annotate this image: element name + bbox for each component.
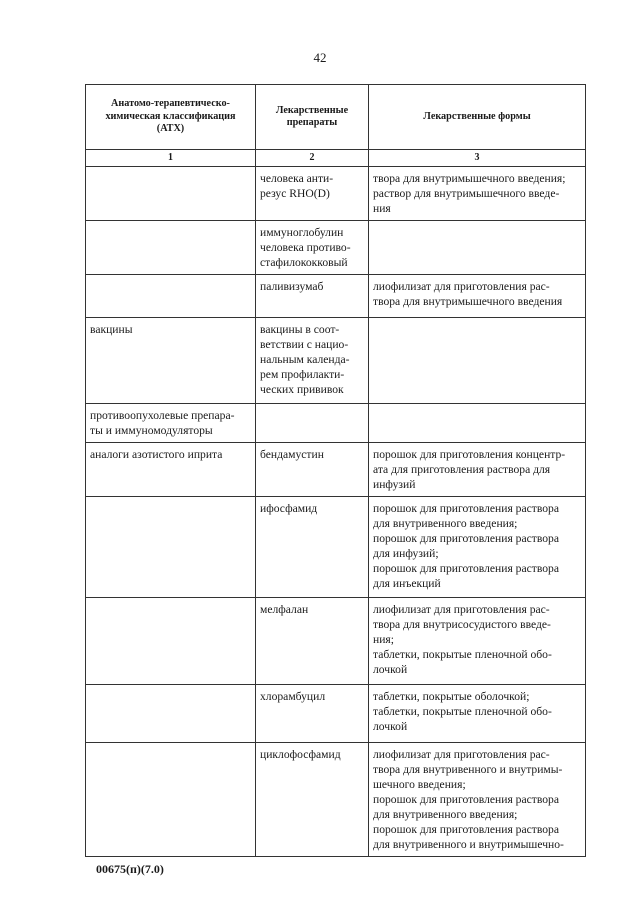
cell-drug	[256, 404, 369, 443]
drug-table	[85, 84, 586, 857]
cell-forms: таблетки, покрытые оболочкой; таблетки, покрытые пленочной обо- лочкой	[369, 685, 586, 743]
page-number: 42	[313, 50, 327, 65]
cell-drug: циклофосфамид	[256, 743, 369, 857]
cell-drug: бендамустин	[256, 443, 369, 497]
cell-forms: твора для внутримышечного введения; раствор для внутримышечного введе- ния	[369, 167, 586, 221]
cell-forms: порошок для приготовления концентр- ата для приготовления раствора для инфузий	[369, 443, 586, 497]
cell-forms	[369, 318, 586, 404]
table-row	[86, 497, 586, 598]
table-row	[86, 443, 586, 497]
column-number-1: 1	[86, 150, 256, 167]
column-number-2: 2	[256, 150, 369, 167]
table-row	[86, 685, 586, 743]
header-drugs: Лекарственные препараты	[256, 85, 369, 150]
cell-atc	[86, 598, 256, 685]
cell-drug: иммуноглобулин человека противо- стафилококковый	[256, 221, 369, 275]
cell-atc	[86, 275, 256, 318]
cell-forms: лиофилизат для приготовления рас- твора для внутрисосудистого введе- ния; таблетки, покрытые пленочной обо- лочкой	[369, 598, 586, 685]
cell-atc	[86, 167, 256, 221]
table-row	[86, 221, 586, 275]
cell-atc	[86, 685, 256, 743]
cell-atc: вакцины	[86, 318, 256, 404]
table-row	[86, 743, 586, 857]
cell-forms: лиофилизат для приготовления рас- твора для внутривенного и внутримы- шечного введения; порошок для приготовления раствора для внутривенного введения; порошок для приготовления раствора для внутривенного и внутримышечно-	[369, 743, 586, 857]
document-code: 00675(п)(7.0)	[96, 862, 164, 876]
cell-drug: вакцины в соот- ветствии с нацио- нальным календа- рем профилакти- ческих прививок	[256, 318, 369, 404]
cell-forms: лиофилизат для приготовления рас- твора для внутримышечного введения	[369, 275, 586, 318]
cell-forms: порошок для приготовления раствора для внутривенного введения; порошок для приготовления раствора для инфузий; порошок для приготовления раствора для инъекций	[369, 497, 586, 598]
cell-forms	[369, 404, 586, 443]
cell-drug: человека анти- резус RHO(D)	[256, 167, 369, 221]
cell-forms	[369, 221, 586, 275]
header-atc: Анатомо-терапевтическо- химическая классификация (АТХ)	[86, 85, 256, 150]
cell-atc	[86, 497, 256, 598]
cell-drug: паливизумаб	[256, 275, 369, 318]
cell-atc	[86, 743, 256, 857]
cell-atc	[86, 221, 256, 275]
table-row	[86, 167, 586, 221]
header-row	[86, 85, 586, 150]
cell-drug: ифосфамид	[256, 497, 369, 598]
column-number-3: 3	[369, 150, 586, 167]
table-row	[86, 275, 586, 318]
table-row	[86, 404, 586, 443]
table-row	[86, 598, 586, 685]
cell-drug: мелфалан	[256, 598, 369, 685]
column-number-row	[86, 150, 586, 167]
header-forms: Лекарственные формы	[369, 85, 586, 150]
cell-atc: противоопухолевые препара- ты и иммуномодуляторы	[86, 404, 256, 443]
table-row	[86, 318, 586, 404]
cell-drug: хлорамбуцил	[256, 685, 369, 743]
cell-atc: аналоги азотистого иприта	[86, 443, 256, 497]
